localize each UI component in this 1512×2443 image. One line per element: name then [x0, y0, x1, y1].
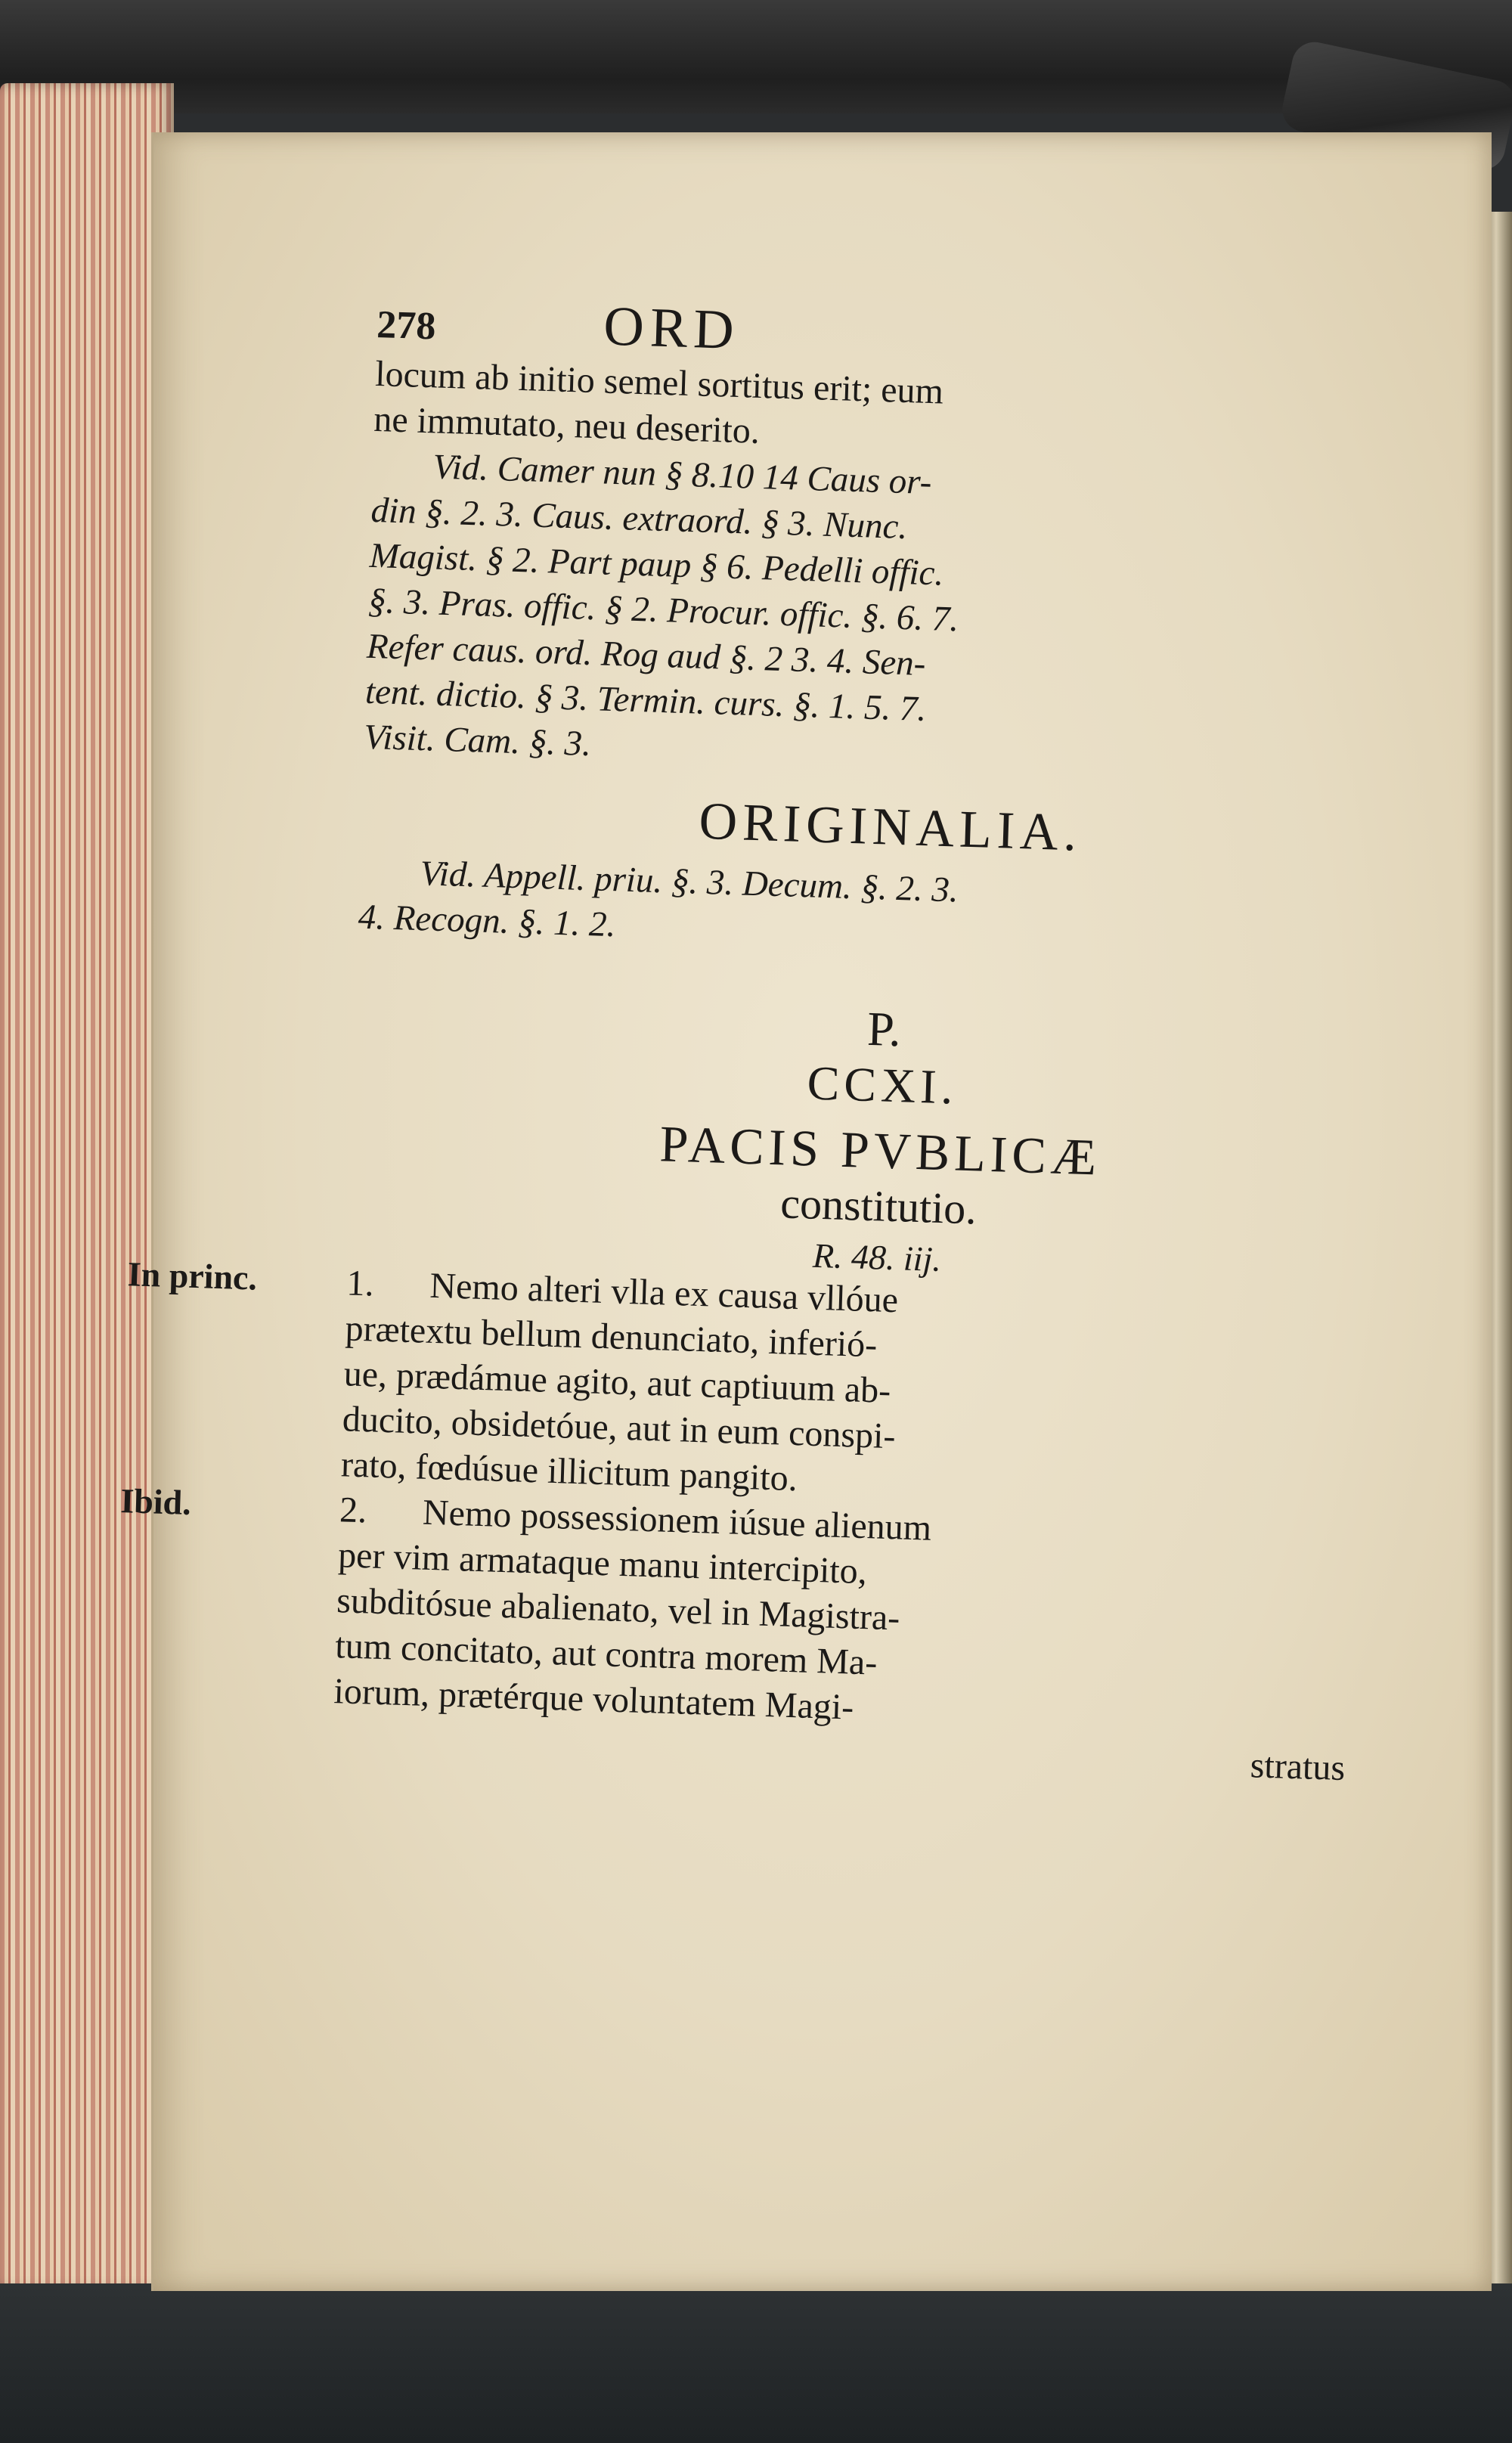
text-line: tum concitato, aut contra morem Ma- [334, 1626, 878, 1683]
reference-line: tent. dictio. § 3. Termin. curs. §. 1. 5. 7. [364, 671, 928, 730]
reference-line: Refer caus. ord. Rog aud §. 2 3. 4. Sen- [366, 626, 927, 684]
paragraph-number: 1. [345, 1263, 375, 1304]
section-number: CCXI. [806, 1056, 959, 1115]
text-line: ducito, obsidetóue, aut in eum conspi- [342, 1399, 897, 1457]
text-line: subditósue abalienato, vel in Magistra- [336, 1580, 901, 1638]
vid-references [363, 442, 1431, 793]
reference-line: Magist. § 2. Part paup § 6. Pedelli offic. [369, 535, 945, 594]
text-line: ue, prædámue agito, aut captiuum ab- [343, 1353, 892, 1412]
text-line: per vim armataque manu intercipito, [337, 1535, 868, 1592]
background-surface [0, 2283, 1512, 2443]
page-edges [0, 83, 174, 2291]
reference-line: Vid. Appell. priu. §. 3. Decum. §. 2. 3. [419, 854, 959, 910]
originalia-heading: ORIGINALIA. [698, 792, 1083, 863]
text-line: prætextu bellum denunciato, inferió- [344, 1308, 878, 1366]
margin-note: Ibid. [119, 1481, 192, 1523]
section-letter: P. [866, 1001, 902, 1057]
running-head: ORD [603, 295, 741, 362]
page-number: 278 [376, 302, 437, 349]
reference-line: 4. Recogn. §. 1. 2. [358, 897, 617, 945]
reference-line: §. 3. Pras. offic. § 2. Procur. offic. §. 6. 7. [367, 581, 959, 640]
reference-line: Vid. Camer nun § 8.10 14 Caus or- [432, 447, 933, 503]
text-line: iorum, prætérque voluntatem Magi- [333, 1671, 854, 1728]
text-line: Nemo alteri vlla ex causa vllóue [429, 1265, 899, 1321]
paragraph-number: 2. [339, 1490, 368, 1531]
paragraph [119, 1481, 1399, 1747]
text-line: Nemo possessionem iúsue alienum [422, 1492, 932, 1549]
section-reference: R. 48. iij. [812, 1235, 942, 1279]
reference-line: Visit. Cam. §. 3. [363, 717, 592, 764]
section-title: PACIS PVBLICÆ [658, 1115, 1102, 1186]
catchword: stratus [1250, 1745, 1346, 1789]
margin-note: In princ. [127, 1254, 258, 1297]
text-line: ne immutato, neu deserito. [373, 398, 761, 451]
text-line: locum ab initio semel sortitus erit; eum [374, 353, 944, 412]
text-line: rato, fœdúsue illicitum pangito. [340, 1444, 798, 1499]
reference-line: din §. 2. 3. Caus. extraord. § 3. Nunc. [370, 490, 908, 547]
section-subtitle: constitutio. [779, 1178, 978, 1234]
page-text [119, 287, 1436, 1793]
